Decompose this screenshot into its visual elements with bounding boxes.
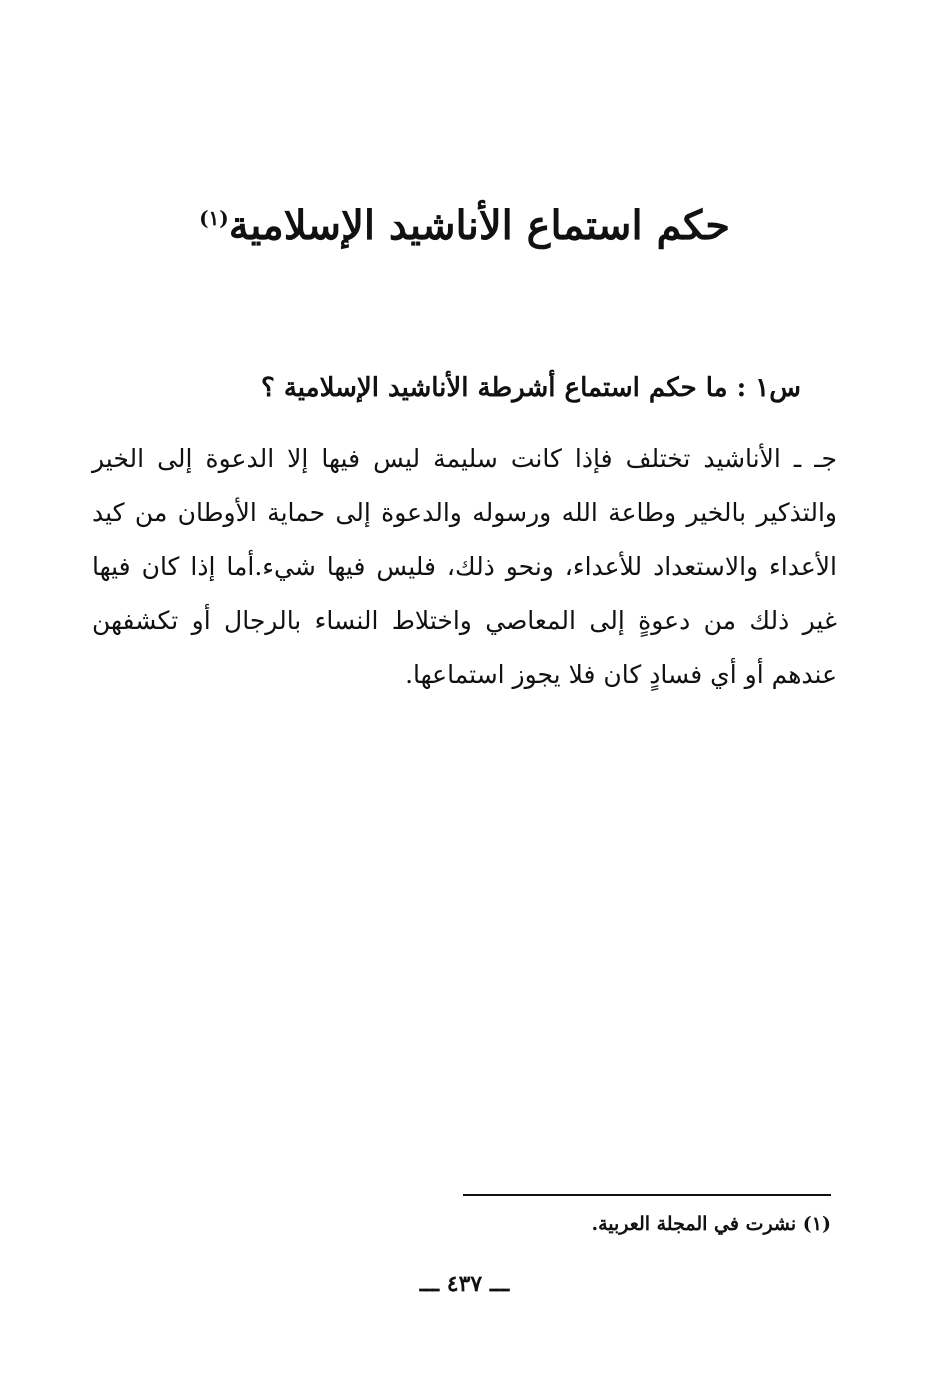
page-title xyxy=(0,188,929,256)
answer-paragraph: جـ ـ الأناشيد تختلف فإذا كانت سليمة ليس فيها إلا الدعوة إلى الخير والتذكير بالخير وطاعة الله ورسوله والدعوة إلى حماية الأوطان من كيد الأعداء والاستعداد للأعداء، ونحو ذلك، فليس فيها شيء.أما إذا كان فيها غير ذلك من دعوةٍ إلى المعاصي واختلاط النساء بالرجال أو تكشفهن عندهم أو أي فسادٍ كان فلا يجوز استماعها. xyxy=(92,444,837,689)
question-heading: س١ : ما حكم استماع أشرطة الأناشيد الإسلامية ؟ xyxy=(261,373,801,403)
title-footnote-marker: (١) xyxy=(199,206,229,230)
footnote-divider xyxy=(463,1194,831,1196)
footnote: (١) نشرت في المجلة العربية. xyxy=(591,1213,831,1235)
title-text: حكم استماع الأناشيد الإسلامية xyxy=(228,202,730,249)
page-number: ـــ ٤٣٧ ـــ xyxy=(419,1271,510,1297)
